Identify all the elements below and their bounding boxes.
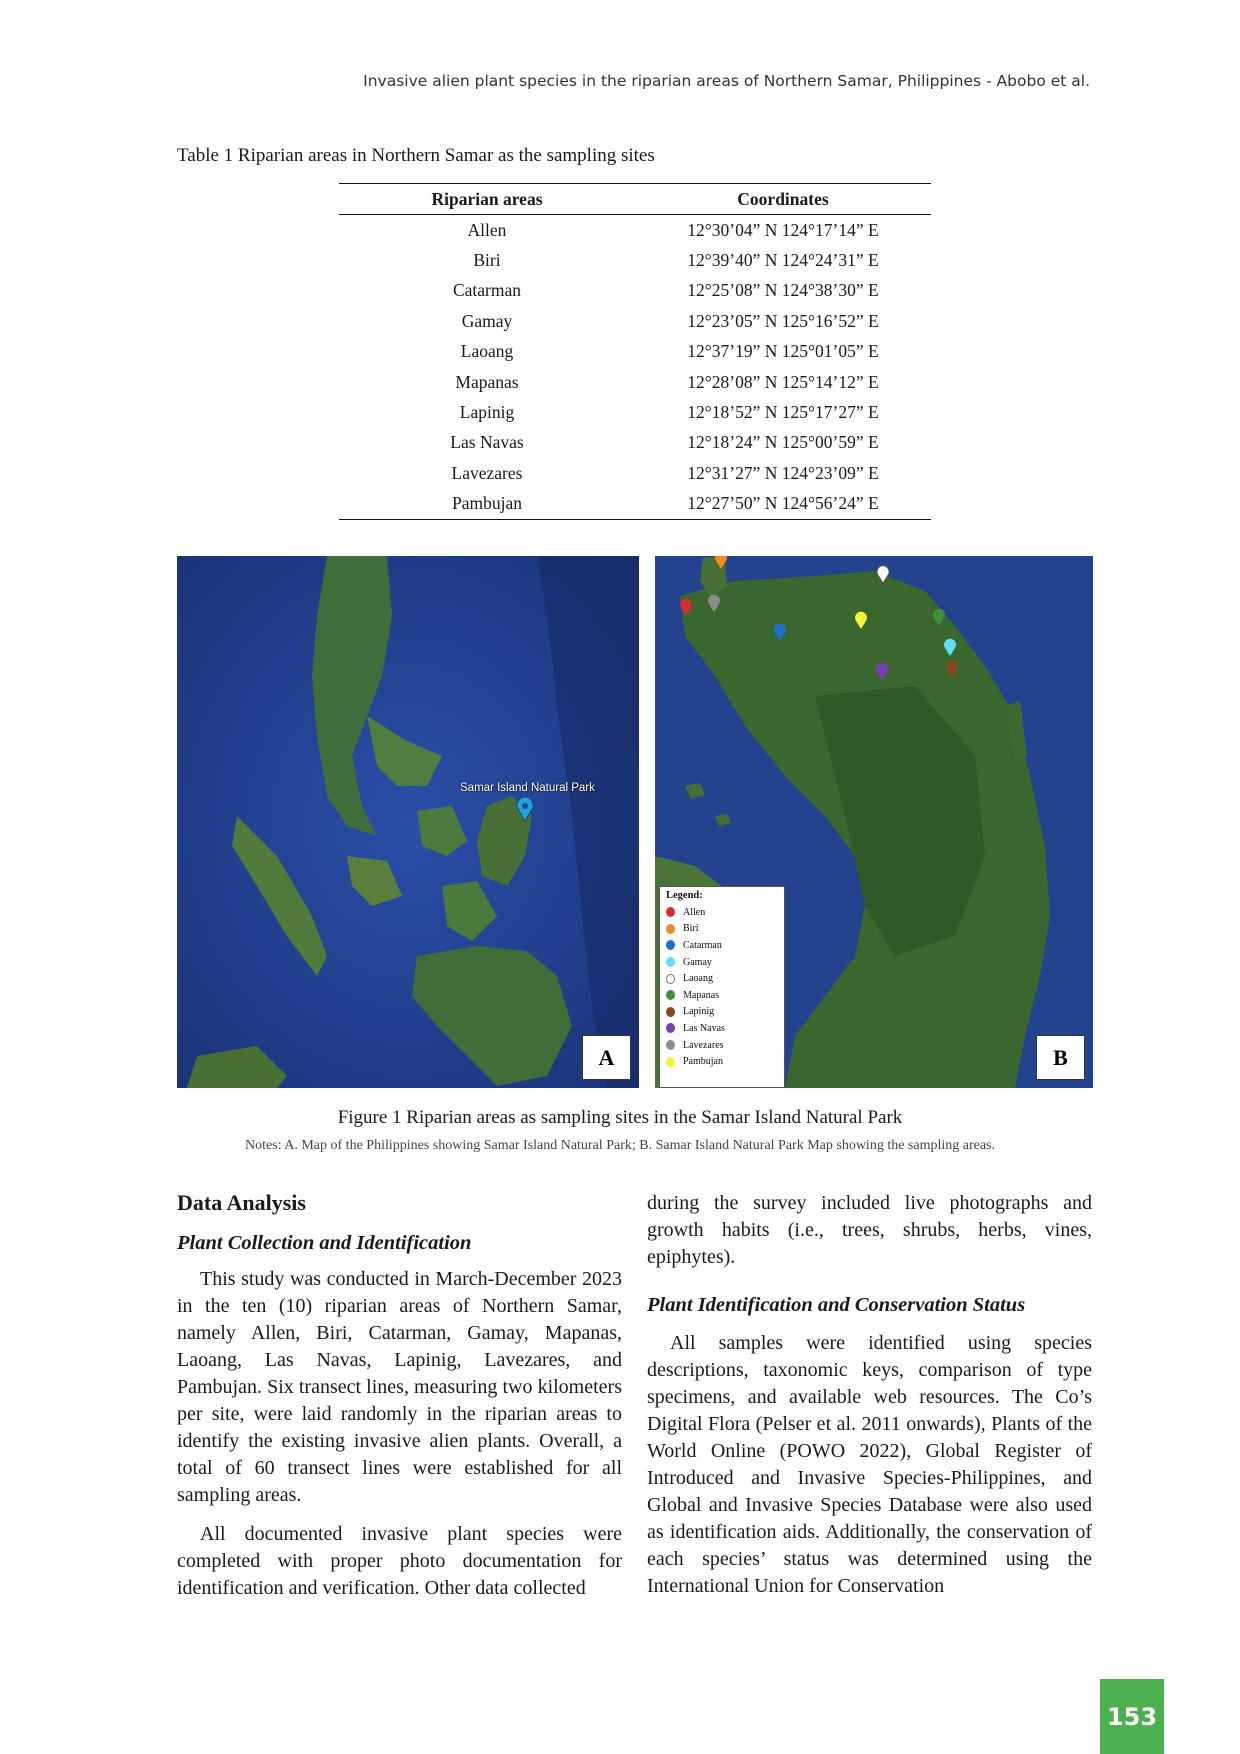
legend-label: Pambujan [683, 1056, 723, 1068]
map-legend [659, 886, 785, 1088]
running-head: Invasive alien plant species in the riparian areas of Northern Samar, Philippines - Abobo et al. [363, 72, 1090, 90]
legend-marker-icon [666, 924, 675, 934]
site-name: Allen [467, 219, 507, 240]
column-header-riparian-areas: Riparian areas [339, 184, 635, 215]
site-coordinates: 12°18’24” N 125°00’59” E [687, 432, 879, 453]
legend-label: Lavezares [683, 1039, 724, 1051]
legend-label: Biri [683, 923, 699, 935]
legend-label: Las Navas [683, 1022, 725, 1034]
site-name: Biri [473, 250, 501, 271]
body-paragraph: All documented invasive plant species were completed with proper photo documentation for identification and verification. Other data collected [177, 1523, 622, 1599]
legend-marker-icon [666, 990, 675, 1000]
site-name: Gamay [461, 310, 513, 331]
section-heading: Data Analysis [177, 1190, 306, 1215]
table-row [339, 458, 931, 488]
body-paragraph: All samples were identified using species descriptions, taxonomic keys, comparison of type specimens, and available web resources. The Co’s Digital Flora (Pelser et al. 2011 onwards), Plants of the World Online (POWO 2022), Global Register of Introduced and Invasive Species-Philippines, and Global and Invasive Species Database were also used as identification aids. Additionally, the conservation of each species’ status was determined using the International Union for Conservation [647, 1332, 1092, 1597]
body-paragraph: during the survey included live photographs and growth habits (i.e., trees, shrubs, herbs, vines, epiphytes). [647, 1192, 1092, 1268]
site-coordinates: 12°23’05” N 125°16’52” E [687, 310, 879, 331]
legend-marker-icon [666, 1007, 675, 1017]
subsection-heading: Plant Collection and Identification [177, 1232, 472, 1254]
site-coordinates: 12°37’19” N 125°01’05” E [687, 341, 879, 362]
site-coordinates: 12°39’40” N 124°24’31” E [687, 250, 879, 271]
site-coordinates: 12°28’08” N 125°14’12” E [687, 371, 879, 392]
legend-label: Mapanas [683, 989, 720, 1001]
table-row [339, 489, 931, 520]
legend-item [666, 1053, 778, 1070]
legend-item [666, 904, 778, 921]
legend-label: Catarman [683, 939, 722, 951]
legend-item [666, 937, 778, 954]
table-row [339, 306, 931, 336]
legend-label: Allen [683, 906, 706, 918]
site-coordinates: 12°25’08” N 124°38’30” E [687, 280, 879, 301]
legend-item [666, 921, 778, 938]
legend-marker-icon [666, 957, 675, 967]
table-row [339, 337, 931, 367]
legend-label: Lapinig [683, 1006, 715, 1018]
page-number: 153 [1100, 1679, 1164, 1754]
table-row [339, 245, 931, 275]
map-place-label: Samar Island Natural Park [460, 782, 595, 794]
figure-caption: Figure 1 Riparian areas as sampling sites in the Samar Island Natural Park [337, 1107, 903, 1128]
legend-marker-icon [666, 940, 675, 950]
legend-item [666, 987, 778, 1004]
table-header-row [339, 184, 931, 215]
legend-marker-icon [666, 1023, 675, 1033]
table-row [339, 428, 931, 458]
legend-marker-icon [666, 974, 675, 984]
legend-marker-icon [666, 907, 675, 917]
column-header-coordinates: Coordinates [635, 184, 931, 215]
legend-label: Gamay [683, 956, 712, 968]
site-name: Pambujan [339, 489, 635, 520]
site-name: Lavezares [451, 462, 523, 483]
table-row [339, 215, 931, 246]
map-philippines [177, 556, 639, 1088]
legend-item [666, 1020, 778, 1037]
left-column [177, 1190, 622, 1602]
legend-item [666, 1004, 778, 1021]
site-name: Mapanas [455, 371, 519, 392]
subsection-heading: Plant Identification and Conservation Status [647, 1294, 1026, 1316]
site-coordinates: 12°30’04” N 124°17’14” E [687, 219, 879, 240]
legend-title: Legend: [666, 890, 703, 901]
site-name: Laoang [460, 341, 514, 362]
figure-notes: Notes: A. Map of the Philippines showing Samar Island Natural Park; B. Samar Island Natural Park Map showing the sampling areas. [244, 1138, 996, 1153]
site-coordinates: 12°31’27” N 124°23’09” E [687, 462, 879, 483]
legend-marker-icon [666, 1057, 675, 1067]
legend-item [666, 1037, 778, 1054]
site-coordinates: 12°18’52” N 125°17’27” E [687, 402, 879, 423]
panel-label-a: A [582, 1035, 631, 1080]
table-row [339, 276, 931, 306]
sites-table [339, 183, 931, 520]
panel-label-b: B [1036, 1035, 1085, 1080]
legend-marker-icon [666, 1040, 675, 1050]
site-name: Las Navas [450, 432, 524, 453]
body-paragraph: This study was conducted in March-December 2023 in the ten (10) riparian areas of Northern Samar, namely Allen, Biri, Catarman, Gamay, Mapanas, Laoang, Las Navas, Lapinig, Lavezares, and Pambujan. Six transect lines, measuring two kilometers per site, were laid randomly in the riparian areas to identify the existing invasive alien plants. Overall, a total of 60 transect lines were established for all sampling areas. [177, 1268, 622, 1506]
site-name: Lapinig [459, 402, 515, 423]
legend-item [666, 970, 778, 987]
map-samar-island [655, 556, 1093, 1088]
legend-label: Laoang [683, 973, 713, 985]
legend-item [666, 954, 778, 971]
site-coordinates: 12°27’50” N 124°56’24” E [635, 489, 931, 520]
site-name: Catarman [452, 280, 522, 301]
table-caption: Table 1 Riparian areas in Northern Samar as the sampling sites [177, 145, 655, 166]
right-column [647, 1190, 1092, 1600]
table-row [339, 367, 931, 397]
philippines-map-image [177, 556, 639, 1088]
table-row [339, 397, 931, 427]
